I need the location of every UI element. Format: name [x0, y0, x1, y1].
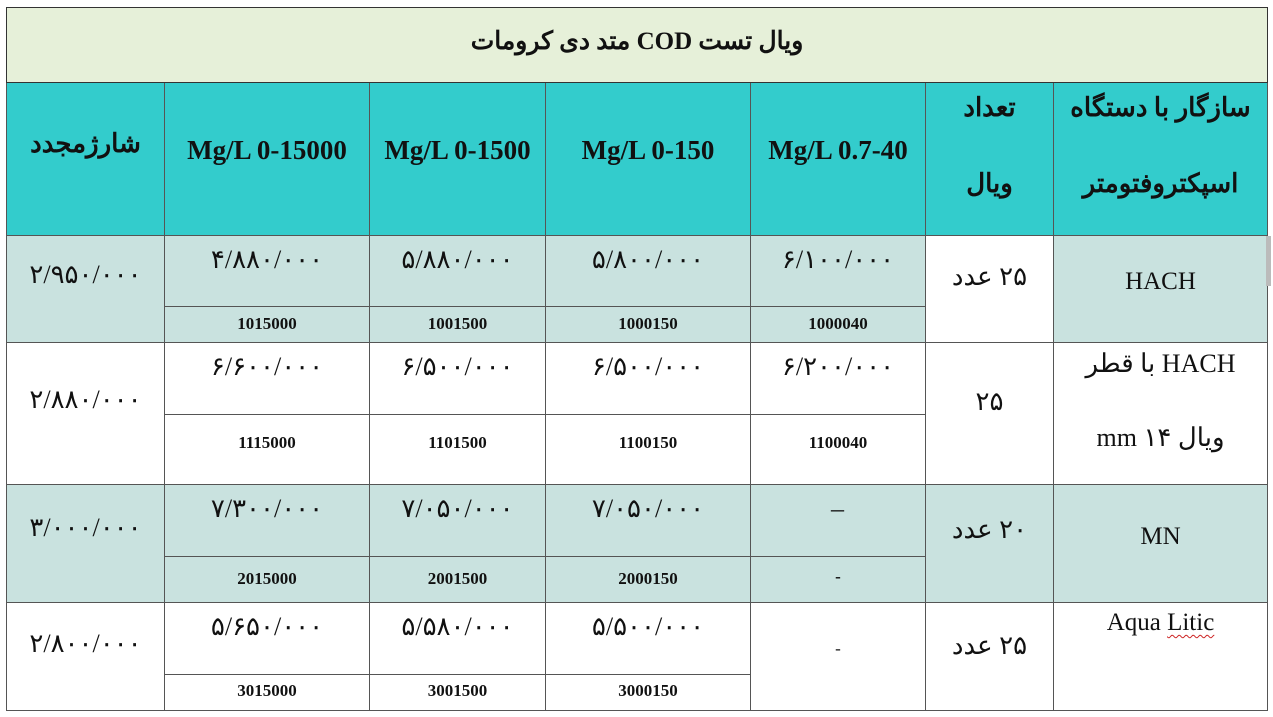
product-code: 1000150	[618, 314, 678, 333]
header-range-label: Mg/L 0.7-40	[768, 135, 908, 165]
row1-brand	[1054, 236, 1268, 343]
row1-code-15000	[165, 307, 370, 343]
row1-code-1500	[370, 307, 546, 343]
header-count-line2: ویال	[966, 169, 1013, 198]
product-code: 1001500	[427, 314, 488, 333]
row2-price-40	[751, 343, 926, 415]
row1-recharge	[6, 236, 165, 343]
price: ۵/۸۸۰/۰۰۰	[401, 245, 514, 274]
header-recharge-label: شارژمجدد	[30, 129, 141, 158]
recharge-price: ۲/۹۵۰/۰۰۰	[29, 260, 142, 289]
price: ۶/۶۰۰/۰۰۰	[210, 352, 324, 381]
product-code: 1100150	[618, 433, 678, 452]
product-code: 1015000	[237, 314, 297, 333]
product-code: 3001500	[427, 681, 488, 700]
row2-code-15000	[165, 415, 370, 485]
product-code: 2000150	[618, 569, 678, 588]
price: ۷/۰۵۰/۰۰۰	[401, 494, 514, 523]
product-code: 2015000	[237, 569, 297, 588]
row3-price-1500	[370, 485, 546, 557]
row1-price-40	[751, 236, 926, 307]
product-code: -	[835, 567, 841, 586]
row1-count	[926, 236, 1054, 343]
product-code: 1100040	[808, 433, 868, 452]
row3-count	[926, 485, 1054, 603]
price: ۶/۵۰۰/۰۰۰	[591, 352, 705, 381]
header-range-1500	[370, 83, 546, 236]
row3-price-15000	[165, 485, 370, 557]
header-count-line1: تعداد	[963, 93, 1016, 122]
row1-code-40	[751, 307, 926, 343]
brand-name-part1: Aqua	[1106, 609, 1168, 636]
row4-recharge	[6, 603, 165, 711]
row4-code-1500	[370, 675, 546, 711]
price: ۴/۸۸۰/۰۰۰	[210, 245, 324, 274]
header-compat-line2: اسپکتروفتومتر	[1082, 169, 1239, 198]
price: –	[831, 494, 845, 523]
product-code: 3000150	[618, 681, 678, 700]
brand-name	[1054, 609, 1267, 637]
empty-value: -	[835, 639, 841, 658]
price: ۵/۸۰۰/۰۰۰	[591, 245, 705, 274]
recharge-price: ۲/۸۰۰/۰۰۰	[29, 629, 142, 658]
price: ۶/۲۰۰/۰۰۰	[781, 352, 895, 381]
row2-code-40	[751, 415, 926, 485]
cod-vial-table	[6, 83, 1268, 711]
row4-price-1500	[370, 603, 546, 675]
row1-price-150	[546, 236, 751, 307]
price: ۶/۱۰۰/۰۰۰	[781, 245, 895, 274]
product-code: 1000040	[808, 314, 868, 333]
header-compat	[1054, 83, 1268, 236]
row1-price-1500	[370, 236, 546, 307]
row4-count	[926, 603, 1054, 711]
scrollbar[interactable]	[1266, 236, 1271, 286]
product-code: 3015000	[237, 681, 297, 700]
row1-code-150	[546, 307, 751, 343]
row3-price-40	[751, 485, 926, 557]
row2-count	[926, 343, 1054, 485]
header-range-label: Mg/L 0-1500	[384, 135, 531, 165]
price: ۵/۵۰۰/۰۰۰	[591, 612, 705, 641]
row2-brand	[1054, 343, 1268, 485]
row2-code-150	[546, 415, 751, 485]
row3-brand	[1054, 485, 1268, 603]
vial-count: ۲۵ عدد	[951, 262, 1028, 291]
row4-brand	[1054, 603, 1268, 711]
row2-price-150	[546, 343, 751, 415]
row1-price-15000	[165, 236, 370, 307]
header-range-40	[751, 83, 926, 236]
vial-count: ۲۵ عدد	[951, 631, 1028, 660]
row2-code-1500	[370, 415, 546, 485]
brand-name-part2: Litic	[1167, 609, 1215, 636]
brand-name: MN	[1140, 523, 1181, 550]
price: ۷/۳۰۰/۰۰۰	[210, 494, 324, 523]
row2-recharge	[6, 343, 165, 485]
row2-price-15000	[165, 343, 370, 415]
recharge-price: ۲/۸۸۰/۰۰۰	[29, 385, 142, 414]
price: ۷/۰۵۰/۰۰۰	[591, 494, 705, 523]
row4-code-150	[546, 675, 751, 711]
header-range-150	[546, 83, 751, 236]
price: ۶/۵۰۰/۰۰۰	[401, 352, 514, 381]
row4-price-15000	[165, 603, 370, 675]
row3-recharge	[6, 485, 165, 603]
row3-code-40	[751, 557, 926, 603]
product-code: 1101500	[428, 433, 487, 452]
row3-price-150	[546, 485, 751, 557]
row4-code-15000	[165, 675, 370, 711]
row4-range40-merged	[751, 603, 926, 711]
row3-code-150	[546, 557, 751, 603]
header-compat-line1: سازگار با دستگاه	[1070, 93, 1251, 122]
product-code: 1115000	[238, 433, 296, 452]
row3-code-1500	[370, 557, 546, 603]
header-recharge	[6, 83, 165, 236]
price: ۵/۵۸۰/۰۰۰	[401, 612, 514, 641]
row4-price-150	[546, 603, 751, 675]
row2-price-1500	[370, 343, 546, 415]
brand-name: HACH	[1125, 268, 1196, 295]
price: ۵/۶۵۰/۰۰۰	[210, 612, 324, 641]
brand-name-line1: HACH با قطر	[1085, 349, 1236, 378]
header-range-15000	[165, 83, 370, 236]
vial-count: ۲۰ عدد	[951, 515, 1028, 544]
row3-code-15000	[165, 557, 370, 603]
header-range-label: Mg/L 0-150	[581, 135, 715, 165]
product-code: 2001500	[427, 569, 488, 588]
header-count	[926, 83, 1054, 236]
vial-count: ۲۵	[975, 387, 1004, 416]
table-title: ویال تست COD متد دی کرومات	[6, 7, 1268, 83]
recharge-price: ۳/۰۰۰/۰۰۰	[29, 513, 142, 542]
brand-name-line2: ویال mm ۱۴	[1096, 423, 1225, 452]
header-range-label: Mg/L 0-15000	[187, 135, 347, 165]
